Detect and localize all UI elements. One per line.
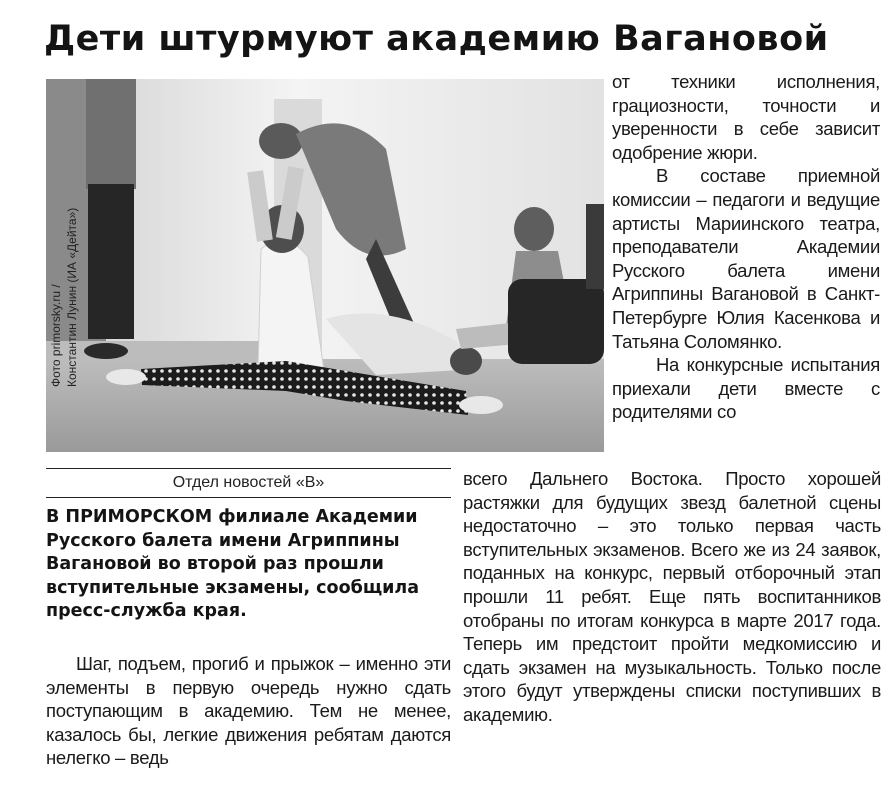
paragraph: всего Дальнего Востока. Просто хорошей растяжки для будущих звезд балетной сцены недостаточно – это только первая часть вступительных экзаменов. Всего же из 24 заявок, поданных на конкурс, первый отборочный этап прошли 11 ребят. Еще пять воспитанников отобраны по итогам конкурса в марте 2017 года. Теперь им предстоит пройти медкомиссию и сдать экзамен на музыкальность. Только после этого будут утверждены списки поступивших в академию.: [463, 468, 881, 725]
article-lead: В ПРИМОРСКОМ филиале Академии Русского балета имени Агриппины Вагановой во второй раз прошли вступительные экзамены, сообщила пресс-служба края.: [46, 507, 420, 621]
photo-ballet-exam: [46, 79, 604, 452]
photo-credit: Фото primorsky.ru / Константин Лунин (ИА «Дейта»): [49, 207, 79, 387]
text-column-right: [612, 70, 880, 424]
article-photo: [46, 79, 604, 452]
paragraph: от техники исполнения, грациозности, точности и уверенности в себе зависит одобрение жюри.: [612, 71, 880, 163]
paragraph: В составе приемной комиссии – педагоги и ведущие артисты Мариинского театра, преподаватели Академии Русского балета имени Агриппины Вагановой в Санкт-Петербурге Юлия Касенкова и Татьяна Соломянко.: [612, 165, 880, 352]
paragraph: Шаг, подъем, прогиб и прыжок – именно эти элементы в первую очередь нужно сдать поступающим в академию. Тем не менее, казалось бы, легкие движения ребятам даются нелегко – ведь: [46, 653, 451, 769]
section-label: Отдел новостей «В»: [46, 468, 451, 498]
article-headline: Дети штурмуют академию Вагановой: [44, 19, 829, 59]
paragraph: На конкурсные испытания приехали дети вместе с родителями со: [612, 354, 880, 423]
text-column-wide: [463, 467, 881, 727]
